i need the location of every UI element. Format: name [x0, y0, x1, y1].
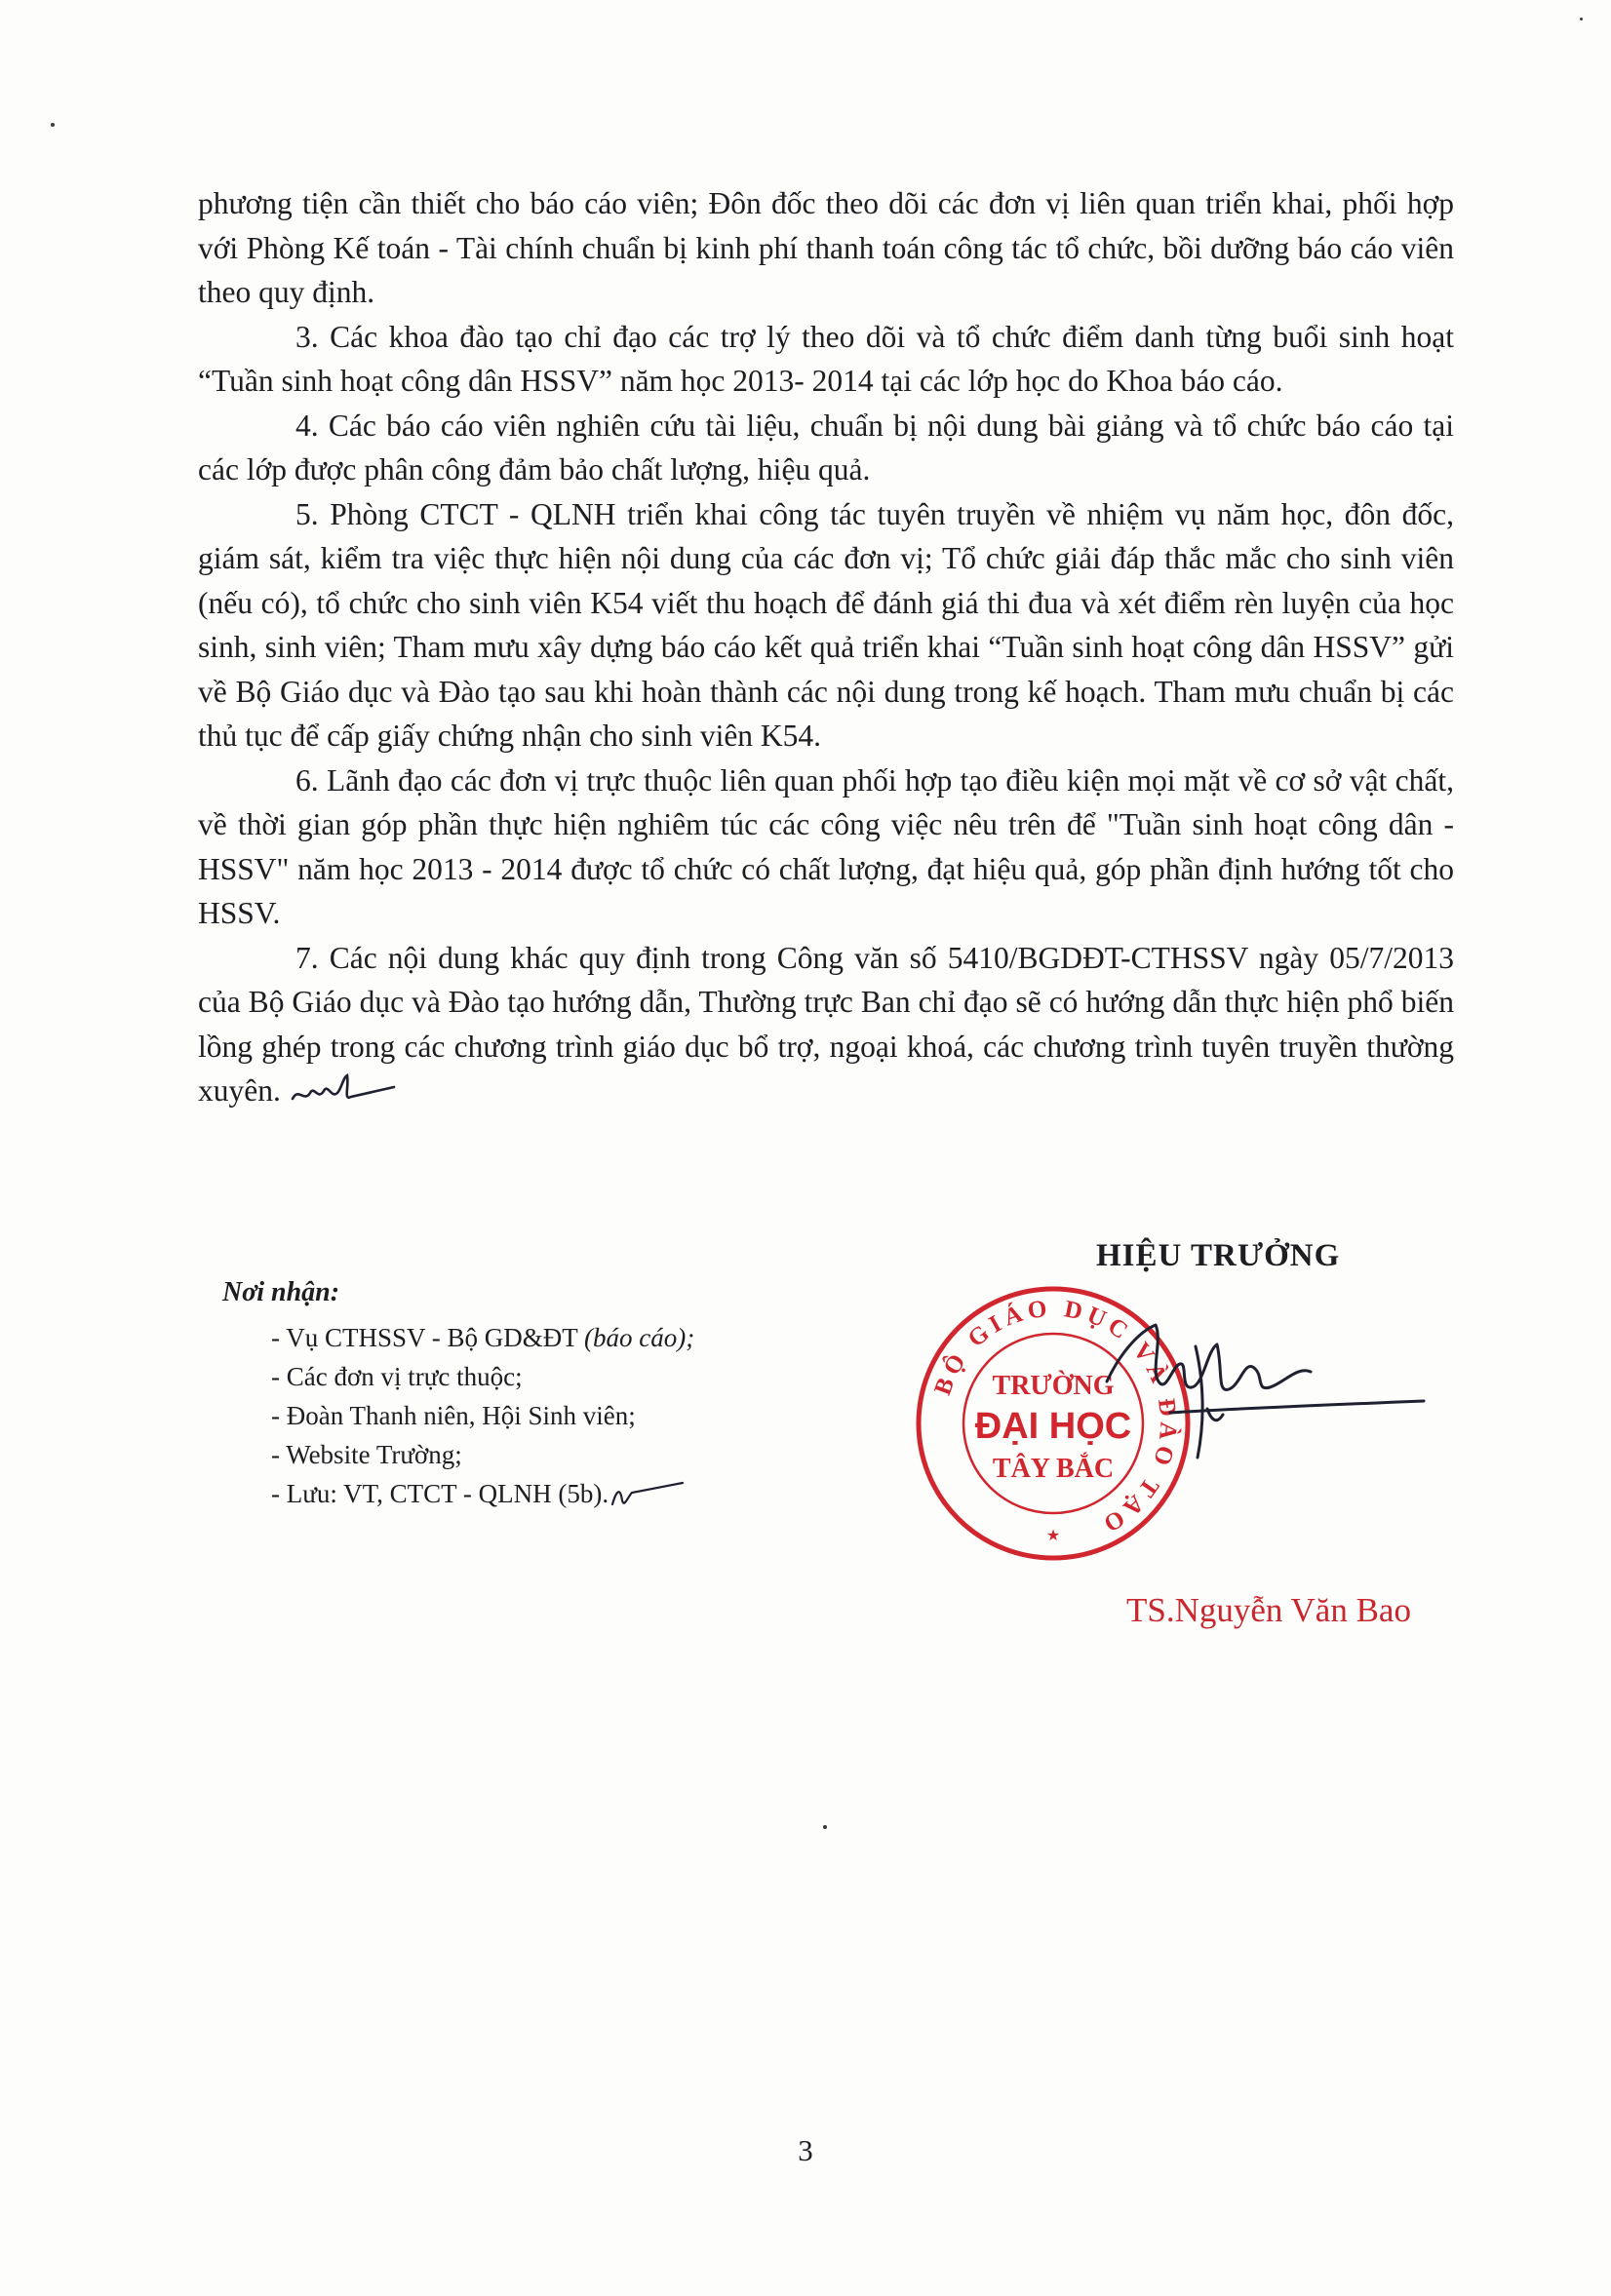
paragraph-item-5: 5. Phòng CTCT - QLNH triển khai công tác tuyên truyền về nhiệm vụ năm học, đôn đốc, giám sát, kiểm tra việc thực hiện nội dung của các đơn vị; Tổ chức giải đáp thắc mắc cho sinh viên (nếu có), tổ chức cho sinh viên K54 viết thu hoạch để đánh giá thi đua và xét điểm rèn luyện của học sinh, sinh viên; Tham mưu xây dựng báo cáo kết quả triển khai “Tuần sinh hoạt công dân HSSV” gửi về Bộ Giáo dục và Đào tạo sau khi hoàn thành các nội dung trong kế hoạch. Tham mưu chuẩn bị các thủ tục để cấp giấy chứng nhận cho sinh viên K54.	[198, 496, 1454, 753]
recipient-item	[271, 1318, 694, 1357]
seal-line-3: TÂY BẮC	[992, 1454, 1115, 1484]
paragraph-item-6: 6. Lãnh đạo các đơn vị trực thuộc liên quan phối hợp tạo điều kiện mọi mặt về cơ sở vật chất, về thời gian góp phần thực hiện nghiêm túc các công việc nêu trên để "Tuần sinh hoạt công dân - HSSV" năm học 2013 - 2014 được tổ chức có chất lượng, đạt hiệu quả, góp phần định hướng tốt cho HSSV.	[198, 762, 1454, 930]
recipients-heading: Nơi nhận:	[222, 1277, 340, 1307]
paragraph-item-7-text: 7. Các nội dung khác quy định trong Công văn số 5410/BGDĐT-CTHSSV ngày 05/7/2013 của Bộ Giáo dục và Đào tạo hướng dẫn, Thường trực Ban chỉ đạo sẽ có hướng dẫn thực hiện phổ biến lồng ghép trong các chương trình giáo dục bổ trợ, ngoại khoá, các chương trình tuyên truyền thường xuyên.	[198, 940, 1454, 1108]
seal-line-1: TRƯỜNG	[992, 1371, 1115, 1401]
recipient-text: - Đoàn Thanh niên, Hội Sinh viên;	[271, 1401, 636, 1430]
recipients-block	[222, 1273, 694, 1513]
scan-speck	[1580, 18, 1583, 20]
signer-name: TS.Nguyễn Văn Bao	[1126, 1591, 1411, 1629]
paragraph-item-4: 4. Các báo cáo viên nghiên cứu tài liệu, chuẩn bị nội dung bài giảng và tổ chức báo cáo tại các lớp được phân công đảm bảo chất lượng, hiệu quả.	[198, 408, 1454, 486]
handwritten-mark-icon	[609, 1479, 687, 1510]
recipient-item	[271, 1357, 694, 1396]
scan-speck	[51, 123, 55, 127]
paragraph-item-7	[198, 936, 1454, 1113]
recipient-text: - Lưu: VT, CTCT - QLNH (5b).	[271, 1479, 609, 1508]
recipient-item	[271, 1396, 694, 1435]
handwritten-initials-icon	[289, 1070, 396, 1109]
recipient-text: - Các đơn vị trực thuộc;	[271, 1362, 523, 1391]
paragraph-item-3: 3. Các khoa đào tạo chỉ đạo các trợ lý theo dõi và tổ chức điểm danh từng buổi sinh hoạt “Tuần sinh hoạt công dân HSSV” năm học 2013- 2014 tại các lớp học do Khoa báo cáo.	[198, 319, 1454, 398]
seal-ring-text: BỘ GIÁO DỤC VÀ ĐÀO TẠO	[929, 1295, 1182, 1539]
signer-title: HIỆU TRƯỞNG	[1096, 1238, 1341, 1273]
scan-speck	[823, 1825, 827, 1829]
seal-line-2: ĐẠI HỌC	[974, 1406, 1132, 1447]
recipient-text: - Website Trường;	[271, 1440, 462, 1469]
document-body	[198, 181, 1454, 1113]
recipient-item	[271, 1435, 694, 1474]
seal-star: ★	[1045, 1528, 1061, 1544]
recipients-list	[222, 1318, 694, 1513]
paragraph-continuation: phương tiện cần thiết cho báo cáo viên; Đôn đốc theo dõi các đơn vị liên quan triển khai, phối hợp với Phòng Kế toán - Tài chính chuẩn bị kinh phí thanh toán công tác tổ chức, bồi dưỡng báo cáo viên theo quy định.	[198, 186, 1454, 309]
page-number: 3	[798, 2133, 813, 2167]
recipient-note: (báo cáo);	[584, 1323, 695, 1352]
signature-icon	[1102, 1311, 1453, 1477]
recipient-item	[271, 1474, 694, 1513]
recipient-text: - Vụ CTHSSV - Bộ GD&ĐT	[271, 1323, 585, 1352]
